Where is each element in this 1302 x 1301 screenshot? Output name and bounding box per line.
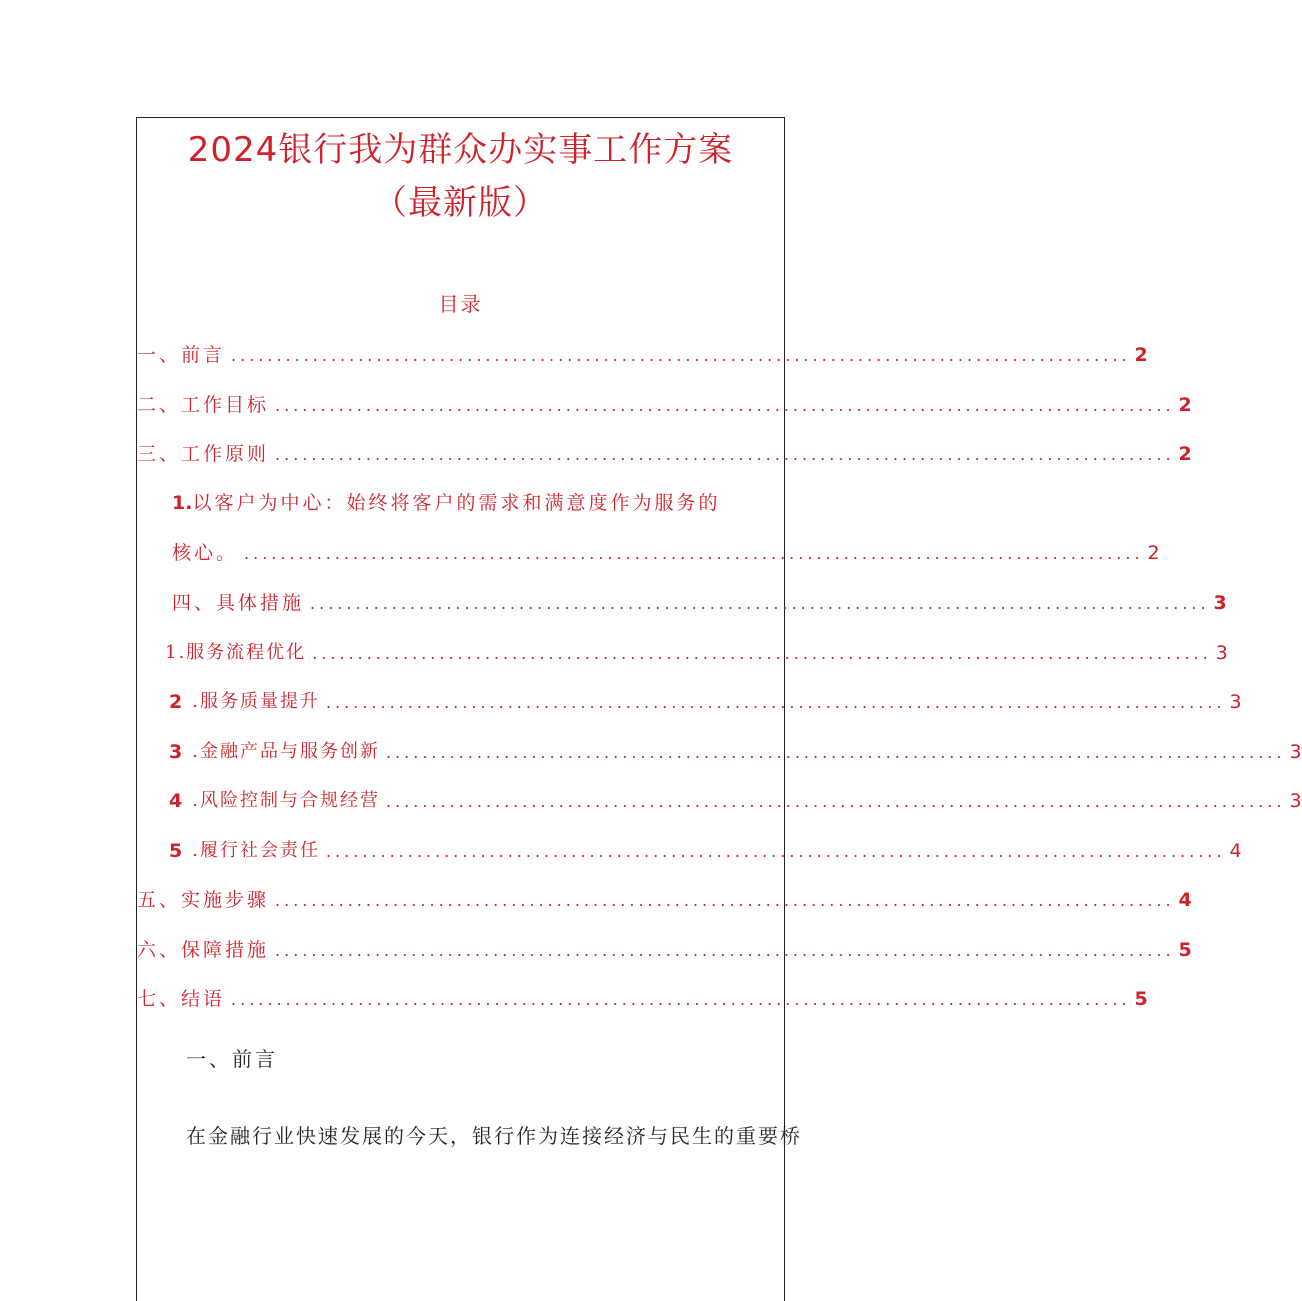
toc-item-risk-control[interactable] xyxy=(169,786,1302,816)
toc-item-process-optimization[interactable] xyxy=(165,638,1228,668)
toc-page-number: 3 xyxy=(1289,790,1302,812)
toc-page-number: 2 xyxy=(1178,394,1192,416)
toc-page-number: 2 xyxy=(1178,443,1192,465)
toc-item-label: .金融产品与服务创新 xyxy=(192,741,380,762)
toc-item-label: 七、结语 xyxy=(137,988,226,1010)
toc-item-label: 四、具体措施 xyxy=(172,592,305,614)
toc-item-customer-centric-line2[interactable] xyxy=(172,538,1160,568)
toc-leader: ................................................................................................... xyxy=(275,941,1175,960)
toc-leader: ................................................................................................... xyxy=(275,445,1175,464)
toc-item-label: 1.服务流程优化 xyxy=(165,642,307,663)
toc-item-customer-centric-line1[interactable] xyxy=(172,488,720,518)
toc-page-number: 3 xyxy=(1215,642,1228,664)
body-paragraph: 在金融行业快速发展的今天，银行作为连接经济与民生的重要桥 xyxy=(186,1124,802,1148)
toc-leader: ................................................................................................... xyxy=(231,990,1131,1009)
toc-item-number: 1. xyxy=(172,492,193,514)
toc-item-social-responsibility[interactable] xyxy=(169,836,1242,866)
toc-item-conclusion[interactable] xyxy=(137,984,1148,1014)
toc-leader: ................................................................................................... xyxy=(275,396,1175,415)
toc-item-principles[interactable] xyxy=(137,439,1192,469)
toc-item-label: 三、工作原则 xyxy=(137,443,270,465)
toc-item-number: 5 xyxy=(169,840,183,862)
toc-page-number: 4 xyxy=(1229,840,1242,862)
toc-page-number: 3 xyxy=(1289,741,1302,763)
toc-item-label: 以客户为中心：始终将客户的需求和满意度作为服务的 xyxy=(192,492,721,514)
toc-page-number: 3 xyxy=(1229,691,1242,713)
toc-item-label: 六、保障措施 xyxy=(137,939,270,961)
toc-leader: ................................................................................................... xyxy=(325,842,1226,861)
toc-item-number: 4 xyxy=(169,790,183,812)
toc-page-number: 4 xyxy=(1178,889,1192,911)
toc-item-number: 3 xyxy=(169,741,183,763)
toc-item-label: 五、实施步骤 xyxy=(137,889,270,911)
toc-item-goals[interactable] xyxy=(137,390,1192,420)
toc-item-quality-improvement[interactable] xyxy=(169,687,1242,717)
toc-page-number: 2 xyxy=(1147,542,1160,564)
toc-item-label: 核心。 xyxy=(172,542,239,564)
document-title: 2024银行我为群众办实事工作方案 xyxy=(187,130,734,170)
toc-item-label: 一、前言 xyxy=(137,344,226,366)
section-heading-preface: 一、前言 xyxy=(186,1047,278,1071)
toc-item-preface[interactable] xyxy=(137,340,1148,370)
toc-leader: ................................................................................................... xyxy=(275,891,1175,910)
toc-page-number: 3 xyxy=(1213,592,1227,614)
toc-page-number: 5 xyxy=(1178,939,1192,961)
toc-page-number: 2 xyxy=(1134,344,1148,366)
toc-item-label: 二、工作目标 xyxy=(137,394,270,416)
toc-leader: ................................................................................................... xyxy=(310,594,1210,613)
toc-leader: ................................................................................................... xyxy=(244,544,1144,563)
toc-item-implementation-steps[interactable] xyxy=(137,885,1192,915)
toc-heading: 目录 xyxy=(438,292,483,316)
document-subtitle: （最新版） xyxy=(373,183,548,223)
toc-item-measures[interactable] xyxy=(172,588,1227,618)
toc-item-number: 2 xyxy=(169,691,183,713)
toc-leader: ................................................................................................... xyxy=(385,743,1286,762)
toc-page-number: 5 xyxy=(1134,988,1148,1010)
toc-item-label: .服务质量提升 xyxy=(192,691,320,712)
toc-leader: ................................................................................................... xyxy=(312,644,1212,663)
toc-leader: ................................................................................................... xyxy=(385,792,1286,811)
toc-item-label: .履行社会责任 xyxy=(192,840,320,861)
toc-item-safeguards[interactable] xyxy=(137,935,1192,965)
toc-leader: ................................................................................................... xyxy=(231,346,1131,365)
toc-item-label: .风险控制与合规经营 xyxy=(192,790,380,811)
toc-leader: ................................................................................................... xyxy=(325,693,1226,712)
toc-item-product-innovation[interactable] xyxy=(169,737,1302,767)
